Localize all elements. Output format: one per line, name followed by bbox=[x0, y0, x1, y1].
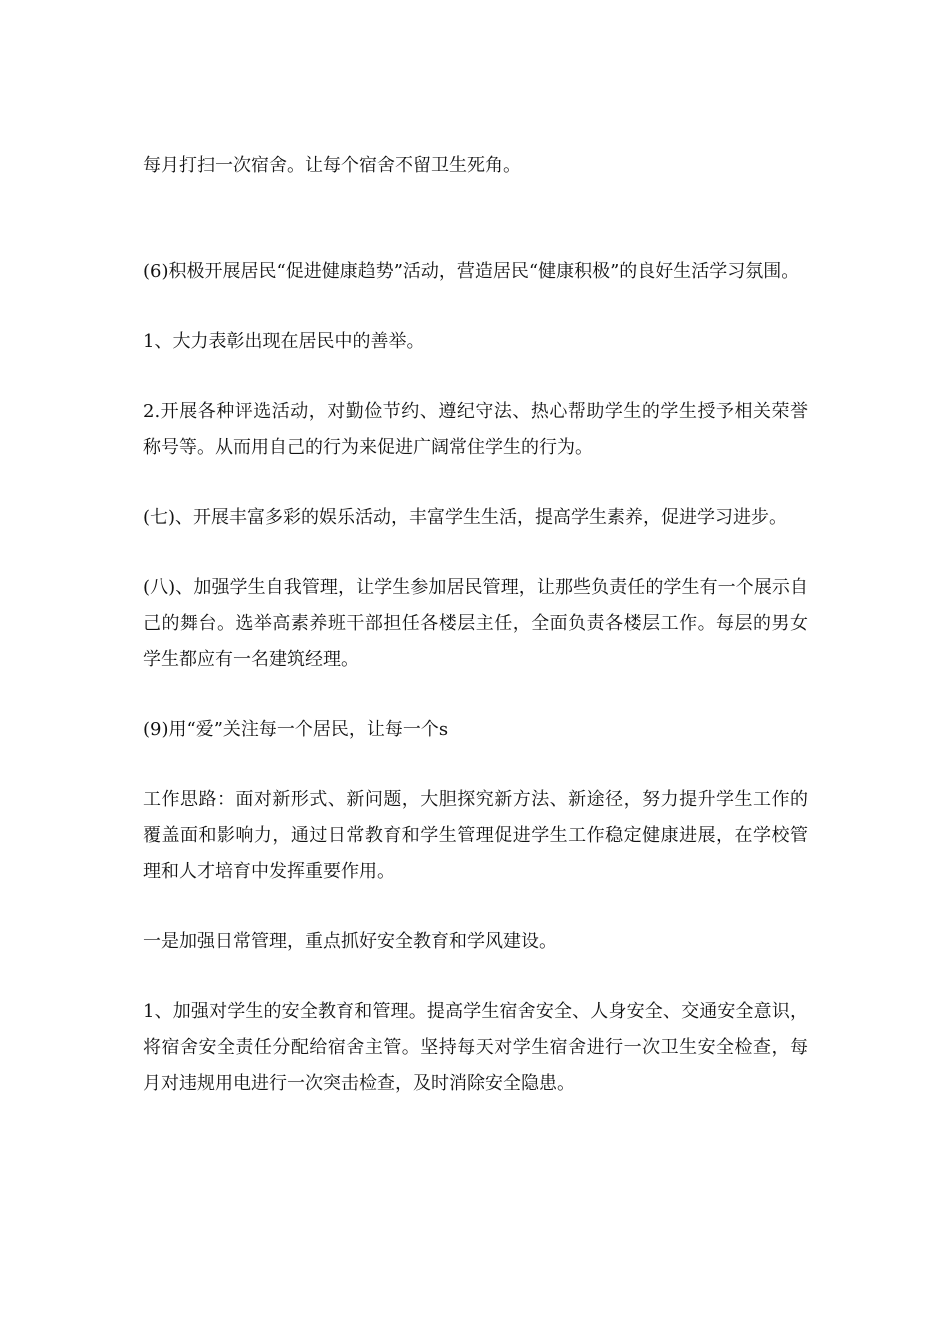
paragraph-7: (9)用“爱”关注每一个居民，让每一个s bbox=[143, 719, 449, 740]
paragraph-4: 2.开展各种评选活动，对勤俭节约、遵纪守法、热心帮助学生的学生授予相关荣誉称号等。从而用自己的行为来促进广阔常住学生的行为。 bbox=[143, 401, 808, 458]
paragraph-10: 1、加强对学生的安全教育和管理。提高学生宿舍安全、人身安全、交通安全意识，将宿舍安全责任分配给宿舍主管。坚持每天对学生宿舍进行一次卫生安全检查，每月对违规用电进行一次突击检查，及时消除安全隐患。 bbox=[143, 1001, 808, 1094]
paragraph-2: (6)积极开展居民“促进健康趋势”活动，营造居民“健康积极”的良好生活学习氛围。 bbox=[143, 261, 800, 282]
paragraph-8: 工作思路：面对新形式、新问题，大胆探究新方法、新途径，努力提升学生工作的覆盖面和影响力，通过日常教育和学生管理促进学生工作稳定健康进展，在学校管理和人才培育中发挥重要作用。 bbox=[143, 789, 808, 882]
paragraph-3: 1、大力表彰出现在居民中的善举。 bbox=[143, 331, 425, 352]
paragraph-9: 一是加强日常管理，重点抓好安全教育和学风建设。 bbox=[143, 931, 557, 952]
document-body bbox=[143, 148, 808, 1102]
paragraph-5: (七)、开展丰富多彩的娱乐活动，丰富学生生活，提高学生素养，促进学习进步。 bbox=[143, 507, 788, 528]
paragraph-1: 每月打扫一次宿舍。让每个宿舍不留卫生死角。 bbox=[143, 155, 521, 176]
paragraph-6: (八)、加强学生自我管理，让学生参加居民管理，让那些负责任的学生有一个展示自己的舞台。选举高素养班干部担任各楼层主任，全面负责各楼层工作。每层的男女学生都应有一名建筑经理。 bbox=[143, 577, 808, 670]
